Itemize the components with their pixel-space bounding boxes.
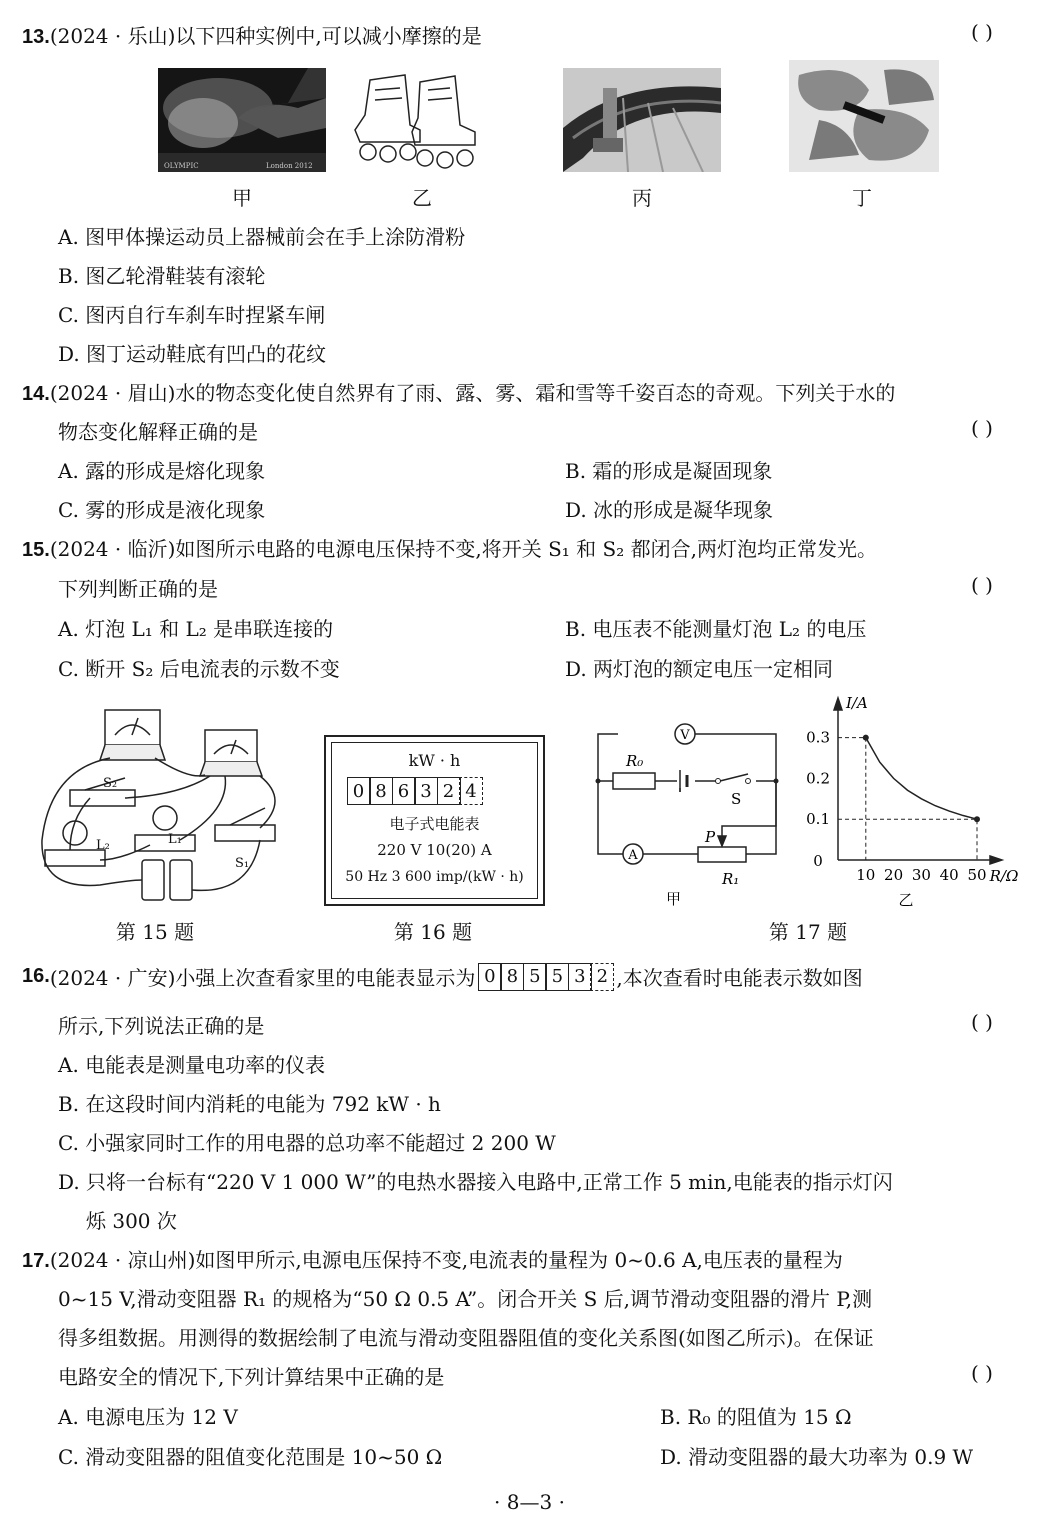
fig17-voltmeter-label: V — [680, 728, 690, 743]
data-point — [974, 816, 980, 822]
fig17-slider-label: P — [705, 828, 716, 846]
q13-image-label-1: 甲 — [232, 186, 252, 210]
fig15-label-l1: L₁ — [168, 832, 182, 847]
fig17-caption: 第 17 题 — [768, 920, 848, 944]
fig17-switch-label: S — [731, 790, 742, 808]
guide-line — [838, 819, 977, 860]
q17-stem2: 0~15 V,滑动变阻器 R₁ 的规格为“50 Ω 0.5 A”。闭合开关 S 后,调节滑动变阻器的滑片 P,测 — [58, 1287, 873, 1311]
q13-number: 13. — [22, 26, 50, 48]
q17-stem3: 得多组数据。用测得的数据绘制了电流与滑动变阻器阻值的变化关系图(如图乙所示)。在保证 — [58, 1326, 874, 1350]
fig17-curve — [866, 738, 977, 820]
q14-stem2: 物态变化解释正确的是 — [58, 420, 258, 444]
bicycle-brake-photo-icon — [563, 68, 721, 172]
q15-option-d: D. 两灯泡的额定电压一定相同 — [565, 657, 834, 681]
fig17-r1-label: R₁ — [722, 870, 740, 888]
y-tick-label: 0.3 — [806, 728, 830, 747]
shoe-sole-photo-icon — [789, 60, 939, 172]
gymnast-chalk-photo-icon — [158, 68, 326, 172]
q13-line — [22, 20, 482, 49]
svg-text:OLYMPIC: OLYMPIC — [164, 162, 199, 170]
y-tick-label: 0.1 — [806, 810, 830, 829]
data-point — [863, 735, 869, 741]
fig17-circuit-diagram — [588, 718, 788, 908]
meter-digit: 8 — [369, 777, 393, 805]
y-tick-label: 0.2 — [806, 769, 830, 788]
x-tick-label: 40 — [939, 866, 959, 884]
q17-stem1: (2024 · 凉山州)如图甲所示,电源电压保持不变,电流表的量程为 0~0.6 A,电压表的量程为 — [49, 1248, 843, 1272]
q17-answer-paren: ( ) — [971, 1361, 993, 1385]
fig17-ammeter-label: A — [628, 848, 638, 863]
prev-digit: 5 — [523, 963, 547, 991]
fig16-caption: 第 16 题 — [393, 920, 473, 944]
q13-stem: (2024 · 乐山)以下四种实例中,可以减小摩擦的是 — [49, 24, 482, 48]
q16-line1 — [22, 962, 863, 991]
prev-digit: 0 — [478, 963, 502, 991]
meter-digit-decimal: 4 — [459, 777, 483, 805]
q13-image-label-2: 乙 — [412, 186, 432, 210]
graph-yi-label: 乙 — [898, 891, 914, 909]
q15-stem1: (2024 · 临沂)如图所示电路的电源电压保持不变,将开关 S₁ 和 S₂ 都闭合,两灯泡均正常发光。 — [49, 537, 877, 561]
q17-option-c: C. 滑动变阻器的阻值变化范围是 10~50 Ω — [58, 1445, 443, 1469]
roller-skate-drawing-icon — [350, 70, 490, 174]
q16-option-a: A. 电能表是测量电功率的仪表 — [58, 1053, 326, 1077]
fig15-label-s2: S₂ — [103, 776, 118, 791]
q16-stem2: 所示,下列说法正确的是 — [58, 1014, 265, 1038]
x-tick-label: 50 — [967, 866, 987, 884]
energy-meter-panel — [324, 735, 545, 906]
q14-option-a: A. 露的形成是熔化现象 — [58, 459, 266, 483]
q14-option-c: C. 雾的形成是液化现象 — [58, 498, 266, 522]
meter-rating: 220 V 10(20) A — [377, 841, 492, 859]
x-tick-label: 30 — [911, 866, 931, 884]
q13-option-d: D. 图丁运动鞋底有凹凸的花纹 — [58, 342, 327, 366]
q13-option-a: A. 图甲体操运动员上器械前会在手上涂防滑粉 — [58, 225, 466, 249]
q15-answer-paren: ( ) — [971, 573, 993, 597]
q13-option-c: C. 图丙自行车刹车时捏紧车闸 — [58, 303, 326, 327]
meter-digit: 3 — [414, 777, 438, 805]
q15-option-c: C. 断开 S₂ 后电流表的示数不变 — [58, 657, 340, 681]
x-tick-label: 10 — [856, 866, 876, 884]
q14-number: 14. — [22, 383, 50, 405]
q14-option-b: B. 霜的形成是凝固现象 — [565, 459, 773, 483]
fig17-jia-label: 甲 — [666, 890, 682, 908]
meter-digit: 6 — [392, 777, 416, 805]
q15-option-b: B. 电压表不能测量灯泡 L₂ 的电压 — [565, 617, 867, 641]
q17-stem4: 电路安全的情况下,下列计算结果中正确的是 — [58, 1365, 445, 1389]
graph-origin-label: 0 — [813, 852, 823, 870]
fig15-label-l2: L₂ — [96, 838, 110, 853]
x-tick-label: 20 — [884, 866, 904, 884]
fig17-r0-label: R₀ — [626, 752, 644, 770]
meter-digit: 0 — [347, 777, 371, 805]
fig15-caption: 第 15 题 — [115, 920, 195, 944]
svg-text:London 2012: London 2012 — [266, 162, 313, 170]
q13-image-label-3: 丙 — [632, 186, 652, 210]
q16-answer-paren: ( ) — [971, 1010, 993, 1034]
prev-digit: 8 — [500, 963, 524, 991]
meter-unit: kW · h — [408, 751, 461, 770]
meter-digits — [348, 777, 483, 805]
q16-option-b: B. 在这段时间内消耗的电能为 792 kW · h — [58, 1092, 441, 1116]
guide-line — [838, 738, 866, 860]
q13-image-label-4: 丁 — [852, 186, 872, 210]
q14-option-d: D. 冰的形成是凝华现象 — [565, 498, 774, 522]
q16-stem-post: ,本次查看时电能表示数如图 — [616, 966, 863, 990]
q14-stem1: (2024 · 眉山)水的物态变化使自然界有了雨、露、雾、霜和雪等千姿百态的奇观。下列关于水的 — [49, 381, 896, 405]
q14-line1 — [22, 377, 895, 406]
q16-number: 16. — [22, 965, 50, 987]
q17-line1 — [22, 1244, 843, 1273]
meter-frequency: 50 Hz 3 600 imp/(kW · h) — [345, 869, 524, 885]
graph-y-axis-label: I/A — [846, 694, 868, 712]
q15-option-a: A. 灯泡 L₁ 和 L₂ 是串联连接的 — [58, 617, 334, 641]
q15-number: 15. — [22, 539, 50, 561]
fig15-circuit-drawing — [30, 700, 305, 910]
q17-option-b: B. R₀ 的阻值为 15 Ω — [660, 1405, 852, 1429]
prev-digit-decimal: 2 — [590, 963, 614, 991]
q16-option-d-cont: 烁 300 次 — [86, 1209, 177, 1233]
prev-digit: 5 — [545, 963, 569, 991]
page-number: · 8—3 · — [494, 1490, 565, 1514]
q16-stem-pre: (2024 · 广安)小强上次查看家里的电能表显示为 — [49, 966, 476, 990]
meter-digit: 2 — [437, 777, 461, 805]
q17-option-d: D. 滑动变阻器的最大功率为 0.9 W — [660, 1445, 974, 1469]
q13-answer-paren: ( ) — [971, 20, 993, 44]
q17-option-a: A. 电源电压为 12 V — [58, 1405, 238, 1429]
fig17-current-resistance-graph — [790, 688, 1030, 913]
q15-stem2: 下列判断正确的是 — [58, 577, 218, 601]
q14-answer-paren: ( ) — [971, 416, 993, 440]
graph-x-axis-label: R/Ω — [989, 867, 1019, 885]
fig15-label-s1: S₁ — [235, 856, 250, 871]
meter-name: 电子式电能表 — [389, 815, 480, 833]
q17-number: 17. — [22, 1250, 50, 1272]
q13-option-b: B. 图乙轮滑鞋装有滚轮 — [58, 264, 266, 288]
q16-option-d: D. 只将一台标有“220 V 1 000 W”的电热水器接入电路中,正常工作 5 min,电能表的指示灯闪 — [58, 1170, 893, 1194]
q16-previous-reading — [479, 963, 614, 991]
prev-digit: 3 — [568, 963, 592, 991]
q16-option-c: C. 小强家同时工作的用电器的总功率不能超过 2 200 W — [58, 1131, 556, 1155]
q15-line1 — [22, 533, 877, 562]
